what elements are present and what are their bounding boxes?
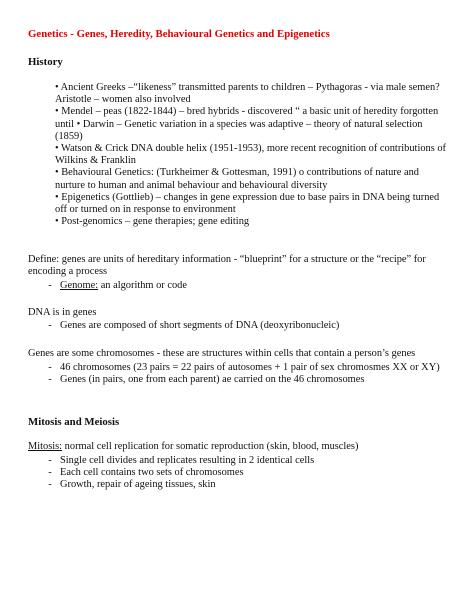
- chromosomes-paragraph: Genes are some chromosomes - these are structures within cells that contain a person’s genes: [28, 348, 416, 359]
- genome-label: Genome:: [60, 280, 99, 291]
- history-heading: History: [28, 56, 63, 68]
- document-title: Genetics - Genes, Heredity, Behavioural Genetics and Epigenetics: [28, 28, 330, 40]
- dash-marker: -: [48, 280, 52, 291]
- chromosomes-list: [28, 362, 468, 386]
- genome-text: an algorithm or code: [98, 280, 187, 291]
- dna-list: [28, 320, 468, 332]
- history-bullet: • Mendel – peas (1822-1844) – bred hybrids - discovered “ a basic unit of heredity forgotten until • Darwin – Genetic variation in a species was adaptive – theory of natural selection (1859): [55, 106, 439, 142]
- history-bullet: • Epigenetics (Gottlieb) – changes in gene expression due to base pairs in DNA being turned off or turned on in response to environment: [55, 191, 440, 216]
- list-item: - Growth, repair of ageing tissues, skin: [28, 479, 468, 491]
- dash-marker: -: [48, 455, 52, 466]
- list-item: - Genes (in pairs, one from each parent) ae carried on the 46 chromosomes: [28, 374, 468, 386]
- define-paragraph: Define: genes are units of hereditary information - “blueprint” for a structure or the “recipe” for encoding a process: [28, 254, 426, 278]
- dash-marker: -: [48, 467, 52, 479]
- dash-marker: -: [48, 320, 52, 331]
- list-item: - Single cell divides and replicates resulting in 2 identical cells: [28, 455, 468, 467]
- genome-list: [28, 280, 468, 292]
- history-bullet: • Watson & Crick DNA double helix (1951-1953), more recent recognition of contributions of Wilkins & Franklin: [55, 143, 447, 167]
- dash-marker: -: [48, 374, 52, 386]
- history-bullet: • Post-genomics – gene therapies; gene editing: [55, 216, 250, 228]
- mitosis-list: [28, 455, 468, 492]
- mitosis-paragraph: [28, 441, 468, 453]
- mitosis-label: Mitosis:: [28, 441, 63, 452]
- list-item: - Genes are composed of short segments of DNA (deoxyribonucleic): [28, 320, 468, 332]
- history-bullet: • Behavioural Genetics: (Turkheimer & Gottesman, 1991) o contributions of nature and nurture to human and animal behaviour and behavioural diversity: [55, 167, 419, 191]
- history-bullet-list: [55, 82, 450, 228]
- mitosis-heading: Mitosis and Meiosis: [28, 416, 120, 428]
- list-item: - Each cell contains two sets of chromosomes: [28, 467, 468, 479]
- mitosis-text: normal cell replication for somatic reproduction (skin, blood, muscles): [62, 441, 359, 452]
- list-item: [28, 280, 468, 292]
- dash-marker: -: [48, 362, 52, 373]
- history-bullet: • Ancient Greeks –“likeness” transmitted parents to children – Pythagoras - via male semen? Aristotle – women also involved: [55, 82, 440, 106]
- list-item: - 46 chromosomes (23 pairs = 22 pairs of autosomes + 1 pair of sex chromosmes XX or XY): [28, 362, 468, 374]
- dash-marker: -: [48, 479, 52, 491]
- dna-paragraph: DNA is in genes: [28, 307, 97, 318]
